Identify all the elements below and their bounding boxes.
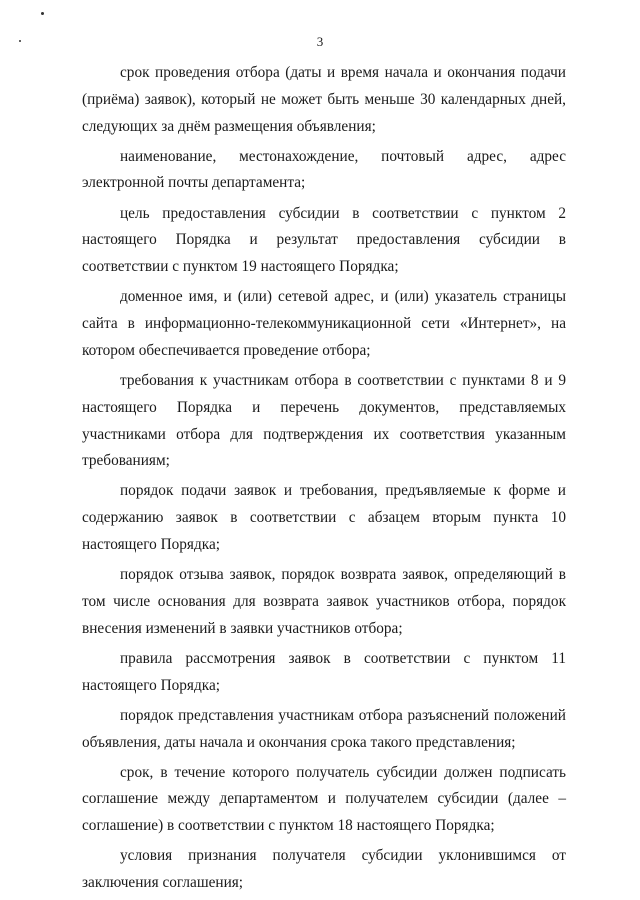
document-body	[82, 60, 566, 900]
paragraph: правила рассмотрения заявок в соответствии с пунктом 11 настоящего Порядка;	[82, 649, 566, 694]
paragraph: наименование, местонахождение, почтовый адрес, адрес электронной почты департамента;	[82, 147, 566, 192]
paragraph: цель предоставления субсидии в соответствии с пунктом 2 настоящего Порядка и результат предоставления субсидии в соответствии с пунктом 19 настоящего Порядка;	[82, 204, 566, 276]
scan-speck	[41, 12, 44, 15]
paragraph: условия признания получателя субсидии уклонившимся от заключения соглашения;	[82, 847, 566, 892]
paragraph: требования к участникам отбора в соответствии с пунктами 8 и 9 настоящего Порядка и перечень документов, представляемых участниками отбора для подтверждения их соответствия указанным требованиям;	[82, 371, 566, 470]
paragraph: срок, в течение которого получатель субсидии должен подписать соглашение между департаментом и получателем субсидии (далее – соглашение) в соответствии с пунктом 18 настоящего Порядка;	[82, 763, 566, 835]
paragraph: порядок подачи заявок и требования, предъявляемые к форме и содержанию заявок в соответствии с абзацем вторым пункта 10 настоящего Порядка;	[82, 482, 566, 554]
paragraph: доменное имя, и (или) сетевой адрес, и (или) указатель страницы сайта в информационно-телекоммуникационной сети «Интернет», на котором обеспечивается проведение отбора;	[82, 288, 566, 359]
page-number: 3	[316, 34, 324, 49]
paragraph: срок проведения отбора (даты и время начала и окончания подачи (приёма) заявок), который не может быть меньше 30 календарных дней, следующих за днём размещения объявления;	[82, 64, 566, 135]
paragraph: порядок представления участникам отбора разъяснений положений объявления, даты начала и окончания срока такого представления;	[82, 706, 566, 751]
paragraph: порядок отзыва заявок, порядок возврата заявок, определяющий в том числе основания для возврата заявок участников отбора, порядок внесения изменений в заявки участников отбора;	[82, 566, 566, 637]
